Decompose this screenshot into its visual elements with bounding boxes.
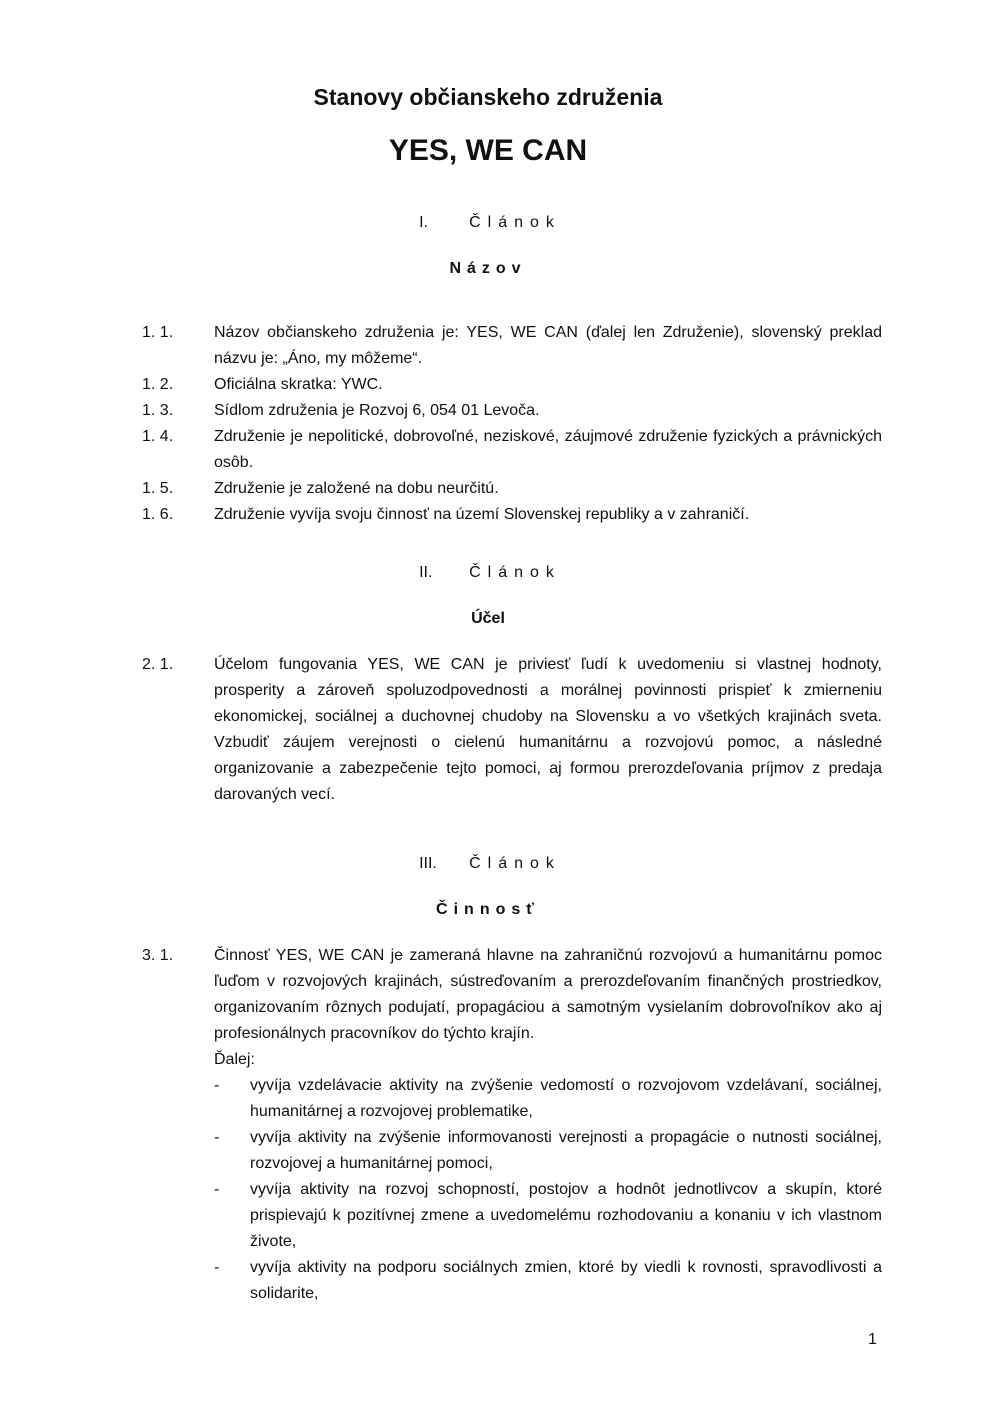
- article-2-items: [142, 652, 882, 808]
- article-2-number: II.: [419, 564, 433, 581]
- list-item: 2. 1. Účelom fungovania YES, WE CAN je priviesť ľudí k uvedomeniu si vlastnej hodnoty, prosperity a zároveň spoluzodpovednosti a morálnej povinnosti prispieť k zmierneniu ekonomickej, sociálnej a duchovnej chudoby na Slovensku a vo všetkých krajinách sveta. Vzbudiť záujem verejnosti o cielenú humanitárnu a rozvojovú pomoc, a následné organizovanie a zabezpečenie tejto pomoci, aj formou prerozdeľovania príjmov z predaja darovaných vecí.: [142, 656, 882, 803]
- article-3-heading: [0, 855, 980, 873]
- list-item: 1. 1. Názov občianskeho združenia je: YES, WE CAN (ďalej len Združenie), slovenský preklad názvu je: „Áno, my môžeme“.: [142, 324, 882, 367]
- list-item: - vyvíja aktivity na rozvoj schopností, postojov a hodnôt jednotlivcov a skupín, ktoré prispievajú k pozitívnej zmene a uvedomelému rozhodovaniu a konaniu v ich vlastnom živote,: [142, 1177, 882, 1255]
- association-name: YES, WE CAN: [388, 134, 588, 167]
- list-item: - vyvíja aktivity na zvýšenie informovanosti verejnosti a propagácie o nutnosti sociálnej, rozvojovej a humanitárnej pomoci,: [142, 1125, 882, 1177]
- article-3-number: III.: [419, 855, 437, 872]
- article-1-title: Názov: [449, 260, 527, 277]
- list-item: 1. 5. Združenie je založené na dobu neurčitú.: [142, 480, 499, 497]
- article-3-word: Článok: [469, 855, 561, 872]
- article-1-items: [142, 320, 882, 528]
- dash-icon: -: [214, 1129, 220, 1146]
- article-2-title: Účel: [471, 610, 505, 627]
- article-2-word: Článok: [469, 564, 561, 581]
- document-title: Stanovy občianskeho združenia: [313, 84, 663, 110]
- dash-icon: -: [214, 1259, 220, 1276]
- list-item: 1. 2. Oficiálna skratka: YWC.: [142, 376, 383, 393]
- page-number: 1: [868, 1331, 877, 1348]
- list-item: 3. 1. Činnosť YES, WE CAN je zameraná hlavne na zahraničnú rozvojovú a humanitárnu pomoc ľuďom v rozvojových krajinách, sústreďovaním a prerozdeľovaním finančných prostriedkov, organizovaním rôznych podujatí, propagáciou a samotným vysielaním dobrovoľníkov ako aj profesionálnych pracovníkov do týchto krajín.: [142, 947, 882, 1042]
- article-1-word: Článok: [469, 214, 561, 231]
- dash-icon: -: [214, 1077, 220, 1094]
- list-item: 1. 6. Združenie vyvíja svoju činnosť na území Slovenskej republiky a v zahraničí.: [142, 506, 750, 523]
- article-1-number: I.: [419, 214, 428, 231]
- article-3-title: Činnosť: [436, 901, 540, 918]
- list-item: 1. 4. Združenie je nepolitické, dobrovoľné, neziskové, záujmové združenie fyzických a právnických osôb.: [142, 428, 882, 471]
- article-2-heading: [0, 564, 980, 582]
- further-label: Ďalej:: [214, 1051, 255, 1068]
- dash-icon: -: [214, 1181, 220, 1198]
- list-item: - vyvíja vzdelávacie aktivity na zvýšenie vedomostí o rozvojovom vzdelávaní, sociálnej, humanitárnej a rozvojovej problematike,: [142, 1073, 882, 1125]
- article-3-items: [142, 943, 882, 1307]
- list-item: - vyvíja aktivity na podporu sociálnych zmien, ktoré by viedli k rovnosti, spravodlivosti a solidarite,: [142, 1255, 882, 1307]
- list-item: 1. 3. Sídlom združenia je Rozvoj 6, 054 01 Levoča.: [142, 402, 540, 419]
- article-1-heading: [0, 214, 980, 232]
